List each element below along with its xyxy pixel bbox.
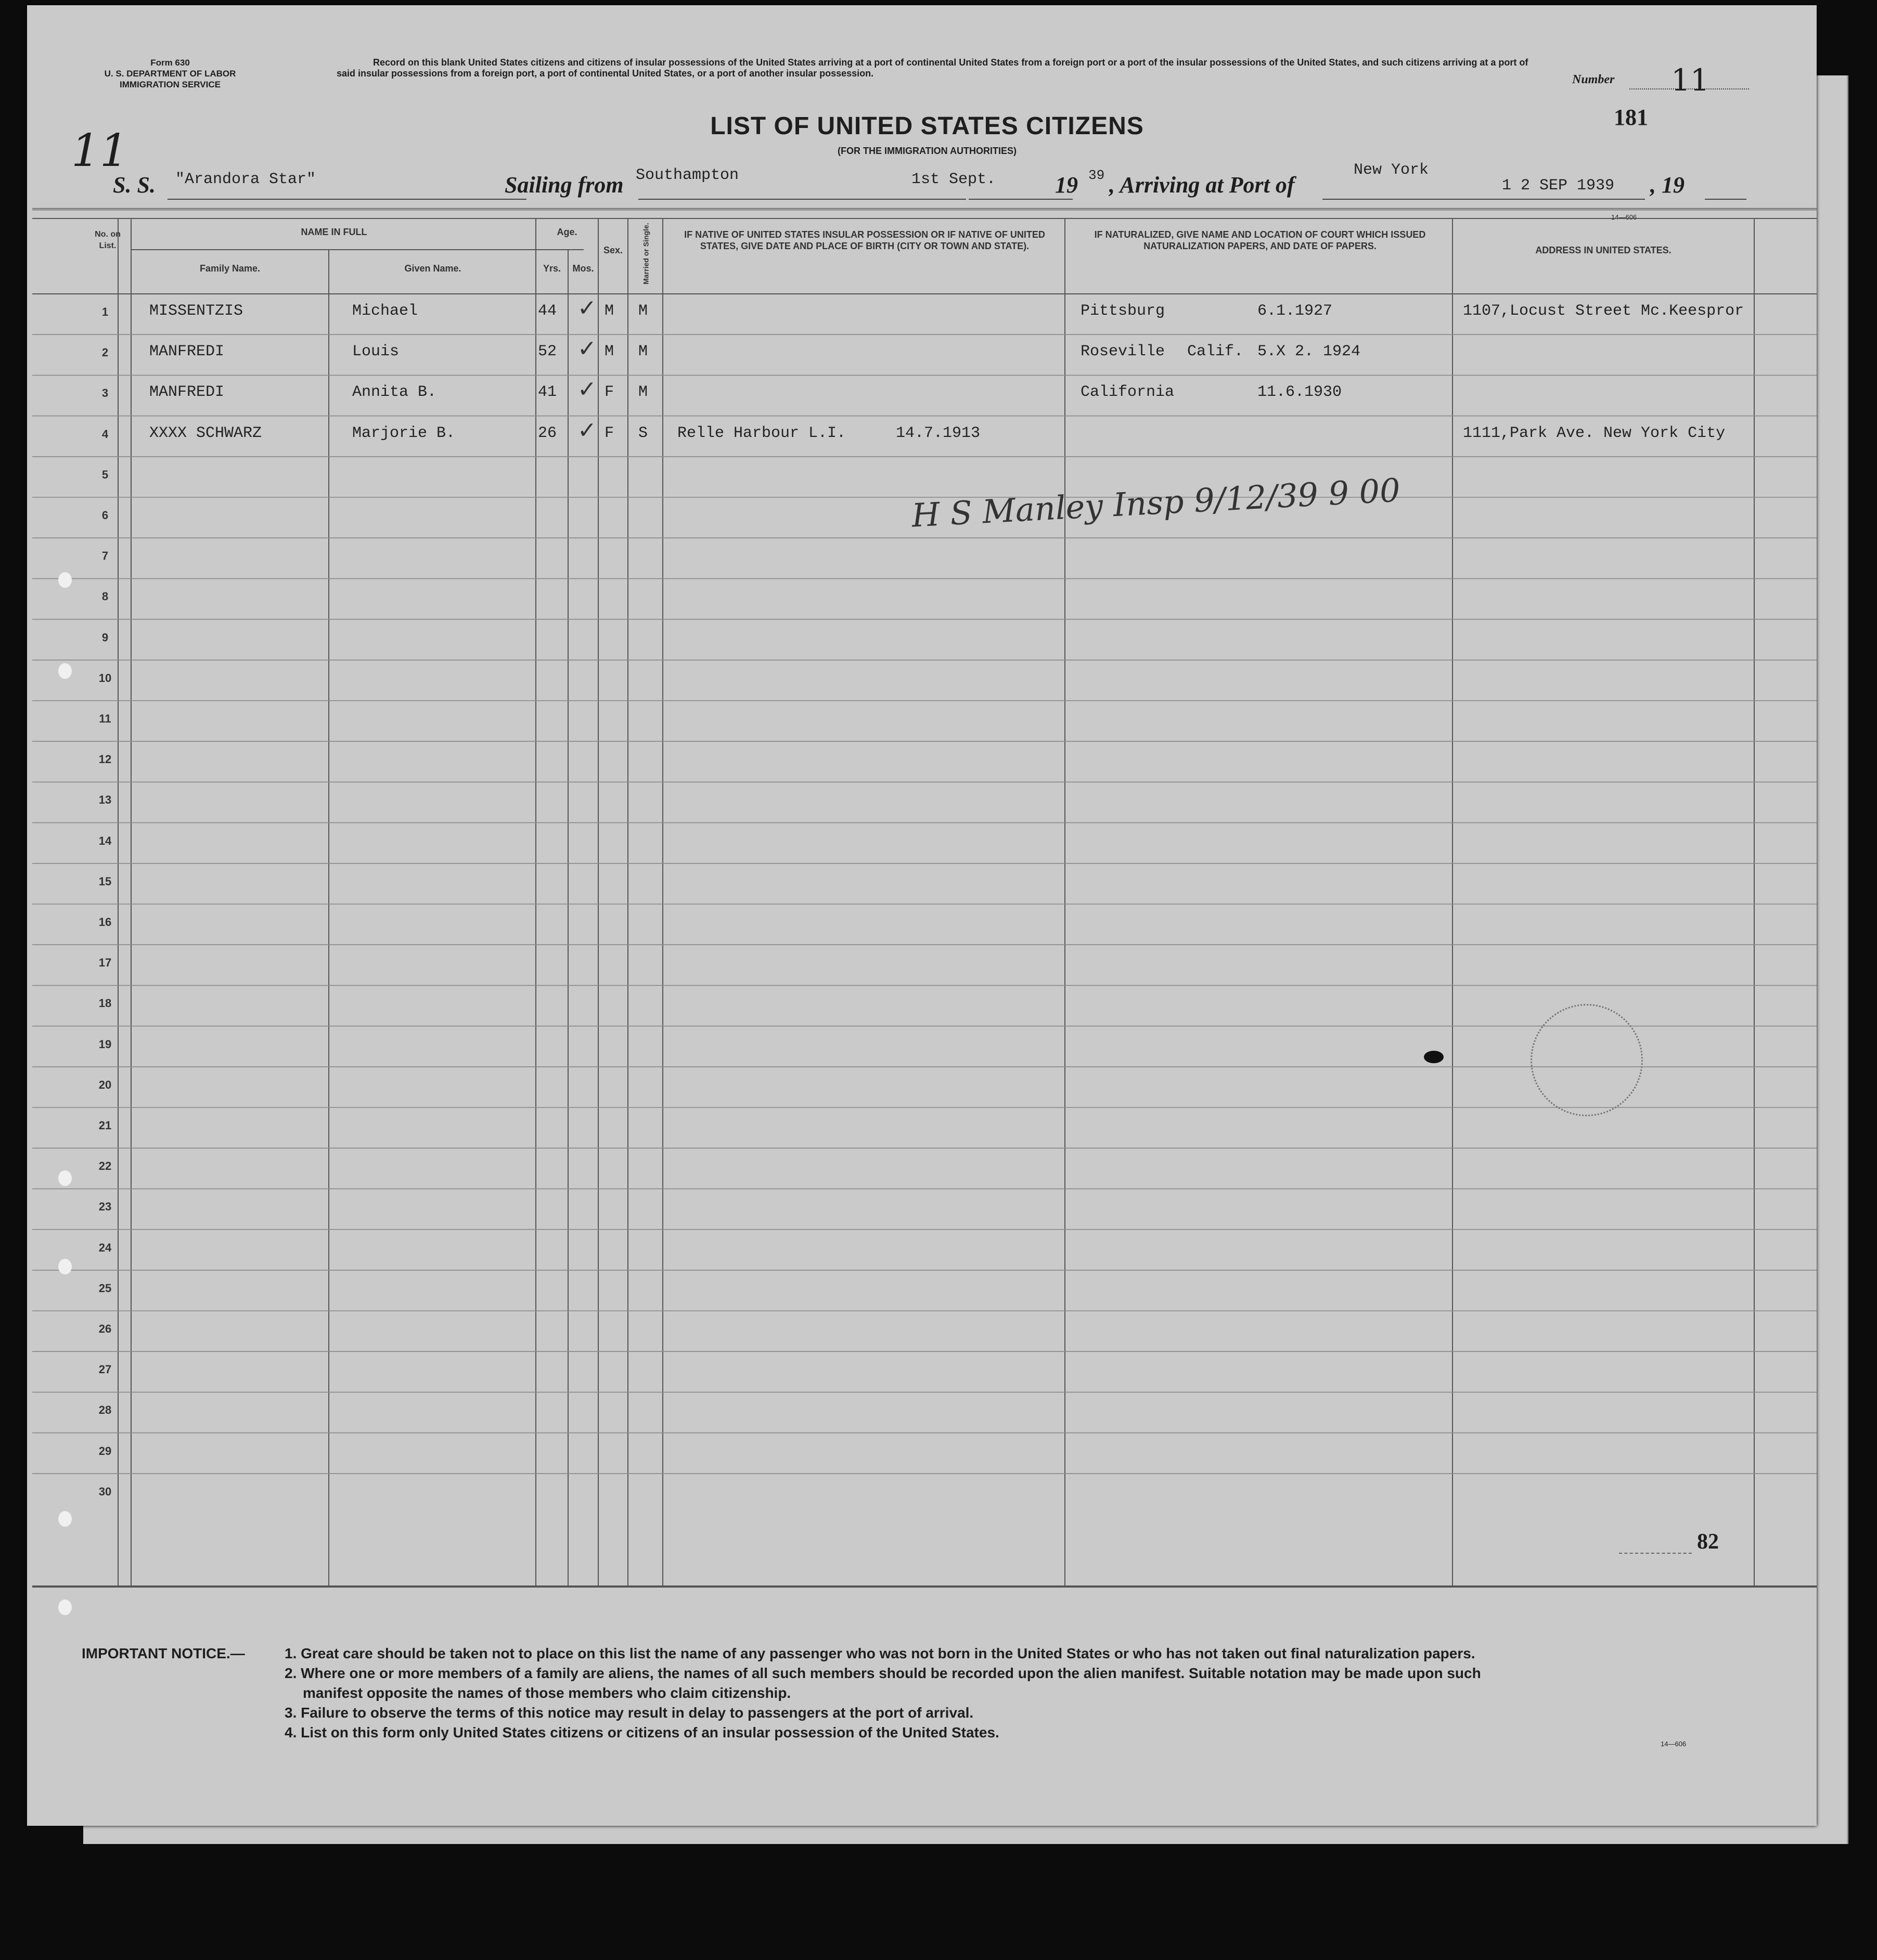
notice-item-2b: manifest opposite the names of those members who claim citizenship. [303,1685,791,1701]
sailing-label: Sailing from [505,172,624,198]
row-number: 22 [98,1159,112,1173]
passenger-sex: F [605,424,614,442]
number-value: 11 [1671,62,1709,98]
check-mark-icon: ✓ [577,295,597,321]
row-number: 15 [98,874,112,888]
list-subtitle: (FOR THE IMMIGRATION AUTHORITIES) [838,146,1017,156]
check-mark-icon: ✓ [577,377,597,403]
row-number: 26 [98,1322,112,1335]
number-label: Number [1572,73,1615,86]
margin-note: 11 [71,125,128,177]
col-yrs: Yrs. [543,263,561,274]
col-naturalized: IF NATURALIZED, GIVE NAME AND LOCATION OF COURT WHICH ISSUED NATURALIZATION PAPERS, AND DATE OF PAPERS. [1094,229,1426,251]
punch-hole [58,572,72,588]
row-number: 12 [98,753,112,766]
row-number: 29 [98,1444,112,1458]
passenger-given-name: Louis [352,343,400,361]
passenger-sex: M [605,302,614,320]
row-number: 30 [98,1485,112,1498]
row-number: 9 [101,630,109,644]
col-family-name: Family Name. [199,263,261,274]
row-number: 3 [101,386,109,400]
passenger-sex: F [605,383,614,402]
year-suffix: 39 [1088,167,1105,183]
passenger-given-name: Michael [352,302,418,320]
passenger-age-years: 52 [538,343,557,361]
sailing-port: Southampton [636,166,739,184]
col-address: ADDRESS IN UNITED STATES. [1535,245,1672,255]
naturalization-date: 6.1.1927 [1257,302,1333,320]
notice-heading: IMPORTANT NOTICE.— [82,1645,245,1661]
row-number: 28 [98,1403,112,1417]
passenger-birthplace: Relle Harbour L.I. [677,424,846,442]
row-number: 10 [98,671,112,685]
department: U. S. DEPARTMENT OF LABOR [104,69,236,79]
punch-hole [58,663,72,679]
naturalization-court: California [1081,383,1175,402]
row-number: 16 [98,915,112,929]
passenger-family-name: MANFREDI [149,343,225,361]
punch-hole [58,1259,72,1274]
year2-prefix: , 19 [1650,172,1685,198]
col-native-birth: IF NATIVE OF UNITED STATES INSULAR POSSESSION OR IF NATIVE OF UNITED STATES, GIVE DATE AND PLACE OF BIRTH (CITY OR TOWN AND STATE). [684,229,1045,251]
service: IMMIGRATION SERVICE [120,80,221,89]
passenger-marital-status: M [638,343,648,361]
passenger-age-years: 41 [538,383,557,402]
row-number: 19 [98,1037,112,1051]
passenger-family-name: XXXX SCHWARZ [149,424,262,442]
row-number: 13 [98,793,112,807]
row-number: 18 [98,997,112,1010]
signature-text: H S Manley Insp 9/12/39 9 00 [910,471,1402,535]
list-title: LIST OF UNITED STATES CITIZENS [710,112,1144,140]
form-number: Form 630 [150,58,190,68]
col-name-in-full: NAME IN FULL [301,227,367,237]
print-code: 14—606 [1611,213,1637,221]
ship-name: "Arandora Star" [175,171,316,188]
check-mark-icon: ✓ [577,417,597,443]
page-number: 181 [1614,105,1648,130]
arrival-stamp: 1 2 SEP 1939 [1502,177,1615,195]
notice-item-4: 4. List on this form only United States citizens or citizens of an insular possession of the United States. [285,1724,999,1740]
col-no: No. on List. [95,230,121,250]
manifest-sheet [27,5,1817,1826]
passenger-marital-status: M [638,383,648,402]
passenger-sex: M [605,343,614,361]
year-prefix: 19 [1055,172,1078,198]
row-number: 25 [98,1281,112,1295]
notice-item-1: 1. Great care should be taken not to place on this list the name of any passenger who was not born in the United States or who has not taken out final naturalization papers. [285,1645,1475,1661]
bottom-code: 14—606 [1661,1740,1687,1748]
punch-hole [58,1600,72,1615]
passenger-age-years: 26 [538,424,557,442]
notice-item-3: 3. Failure to observe the terms of this notice may result in delay to passengers at the port of arrival. [285,1705,974,1721]
ss-label: S. S. [113,172,156,198]
row-number: 24 [98,1241,112,1254]
important-notice [82,1644,1798,1743]
passenger-address: 1111,Park Ave. New York City [1463,424,1726,442]
naturalization-date: 11.6.1930 [1257,383,1342,402]
row-number: 5 [101,468,109,481]
punch-hole [58,1170,72,1186]
row-number: 21 [98,1119,112,1132]
row-number: 14 [98,834,112,847]
row-number: 1 [101,305,109,318]
punch-hole [58,1511,72,1527]
row-number: 8 [101,590,109,603]
ink-blot [1424,1051,1444,1063]
row-number: 2 [101,346,109,359]
passenger-birth-date: 14.7.1913 [896,424,981,442]
row-number: 11 [99,712,111,725]
col-given-name: Given Name. [404,263,461,274]
arrival-port: New York [1354,161,1429,179]
footer-number: 82 [1697,1530,1719,1554]
naturalization-date: 5.X 2. 1924 [1257,343,1361,361]
col-sex: Sex. [603,245,623,255]
row-number: 23 [98,1200,112,1214]
round-stamp [1531,1004,1643,1116]
passenger-marital-status: M [638,302,648,320]
check-mark-icon: ✓ [577,336,597,362]
sailing-date: 1st Sept. [911,171,996,188]
naturalization-court: Roseville [1081,343,1165,361]
row-number: 20 [98,1078,112,1091]
col-age: Age. [557,227,577,237]
row-number: 7 [101,549,109,563]
row-number: 27 [98,1363,112,1376]
instructions-text: Record on this blank United States citizens and citizens of insular possessions of the United States arriving at a port of continental United States from a foreign port or a port of the insular possessions of the United States, and such citizens arriving at a port of said insular possessions from a foreign port, a port of continental United States, or a port of another insular possession. [337,57,1528,79]
arriving-label: , Arriving at Port of [1109,172,1295,198]
passenger-marital-status: S [638,424,648,442]
passenger-given-name: Annita B. [352,383,437,402]
passenger-address: 1107,Locust Street Mc.Keespror [1463,302,1744,320]
row-number: 17 [98,956,112,970]
col-mos: Mos. [572,263,594,274]
notice-item-2a: 2. Where one or more members of a family are aliens, the names of all such members should be recorded upon the alien manifest. Suitable notation may be made upon such [285,1665,1481,1681]
naturalization-court-state: Calif. [1187,343,1244,361]
passenger-given-name: Marjorie B. [352,424,456,442]
row-number: 6 [101,509,109,522]
col-married-single: Married or Single. [641,223,650,285]
passenger-age-years: 44 [538,302,557,320]
row-number: 4 [101,427,109,441]
naturalization-court: Pittsburg [1081,302,1165,320]
passenger-family-name: MANFREDI [149,383,225,402]
passenger-family-name: MISSENTZIS [149,302,243,320]
